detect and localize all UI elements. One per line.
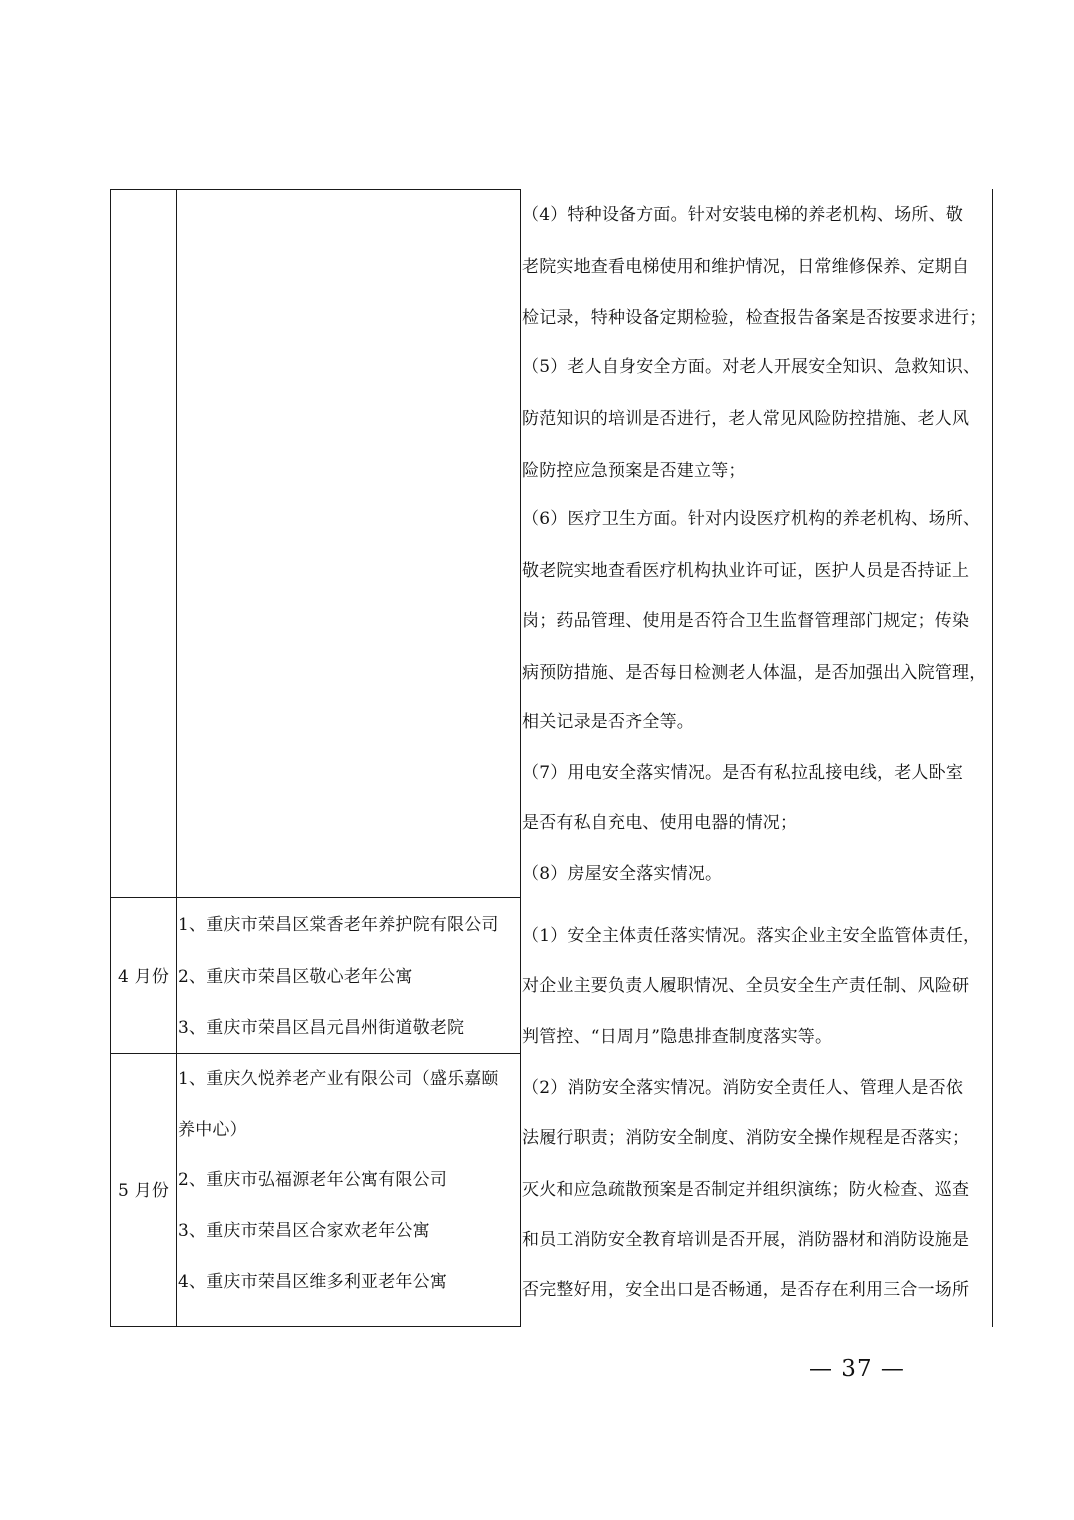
row-3-institution-line-5: 4、重庆市荣昌区维多利亚老年公寓 — [178, 1272, 448, 1292]
row-1-content-line-6: 险防控应急预案是否建立等； — [522, 461, 746, 481]
month-april: 4 月份 — [118, 967, 170, 987]
table-row-divider-2 — [110, 1053, 521, 1054]
table-column-divider-1 — [176, 189, 177, 1327]
row-3-institution-line-3: 2、重庆市弘福源老年公寓有限公司 — [178, 1170, 448, 1190]
table-border-bottom — [110, 1326, 521, 1327]
table-border-top — [110, 189, 521, 190]
row-2-content-line-1: （1）安全主体责任落实情况。落实企业主安全监管体责任， — [522, 926, 981, 946]
row-1-content-line-9: 岗；药品管理、使用是否符合卫生监督管理部门规定；传染 — [522, 611, 970, 631]
row-3-institution-line-1: 1、重庆久悦养老产业有限公司（盛乐嘉颐 — [178, 1069, 499, 1089]
row-3-content-line-1: （2）消防安全落实情况。消防安全责任人、管理人是否依 — [522, 1078, 964, 1098]
row-1-content-line-3: 检记录，特种设备定期检验，检查报告备案是否按要求进行； — [522, 308, 987, 328]
table-row-divider-1 — [110, 897, 521, 898]
table-border-right — [992, 189, 993, 1327]
month-may: 5 月份 — [118, 1181, 170, 1201]
row-1-content-line-14: （8）房屋安全落实情况。 — [522, 864, 723, 884]
row-1-content-line-7: （6）医疗卫生方面。针对内设医疗机构的养老机构、场所、 — [522, 509, 981, 529]
row-3-institution-line-4: 3、重庆市荣昌区合家欢老年公寓 — [178, 1221, 430, 1241]
row-1-content-line-12: （7）用电安全落实情况。是否有私拉乱接电线，老人卧室 — [522, 763, 964, 783]
row-1-content-line-4: （5）老人自身安全方面。对老人开展安全知识、急救知识、 — [522, 357, 981, 377]
row-3-content-line-5: 否完整好用，安全出口是否畅通，是否存在利用三合一场所 — [522, 1280, 970, 1300]
row-1-content-line-13: 是否有私自充电、使用电器的情况； — [522, 813, 798, 833]
row-1-content-line-5: 防范知识的培训是否进行，老人常见风险防控措施、老人风 — [522, 409, 970, 429]
table-column-divider-2 — [520, 189, 521, 1327]
row-3-institution-line-2: 养中心） — [178, 1120, 247, 1140]
row-2-institution-line-3: 3、重庆市荣昌区昌元昌州街道敬老院 — [178, 1018, 465, 1038]
row-1-content-line-10: 病预防措施、是否每日检测老人体温，是否加强出入院管理， — [522, 663, 987, 683]
page-number: — 37 — — [809, 1356, 905, 1382]
table-border-left — [110, 189, 111, 1327]
row-2-content-line-2: 对企业主要负责人履职情况、全员安全生产责任制、风险研 — [522, 976, 970, 996]
row-1-content-line-11: 相关记录是否齐全等。 — [522, 712, 694, 732]
row-3-content-line-4: 和员工消防安全教育培训是否开展，消防器材和消防设施是 — [522, 1230, 970, 1250]
row-1-content-line-1: （4）特种设备方面。针对安装电梯的养老机构、场所、敬 — [522, 205, 964, 225]
row-3-content-line-3: 灭火和应急疏散预案是否制定并组织演练；防火检查、巡查 — [522, 1180, 970, 1200]
row-2-institution-line-1: 1、重庆市荣昌区棠香老年养护院有限公司 — [178, 915, 499, 935]
row-3-content-line-2: 法履行职责；消防安全制度、消防安全操作规程是否落实； — [522, 1128, 970, 1148]
row-2-content-line-3: 判管控、“日周月”隐患排查制度落实等。 — [522, 1027, 833, 1047]
row-2-institution-line-2: 2、重庆市荣昌区敬心老年公寓 — [178, 967, 413, 987]
row-1-content-line-8: 敬老院实地查看医疗机构执业许可证，医护人员是否持证上 — [522, 561, 970, 581]
row-1-content-line-2: 老院实地查看电梯使用和维护情况，日常维修保养、定期自 — [522, 257, 970, 277]
